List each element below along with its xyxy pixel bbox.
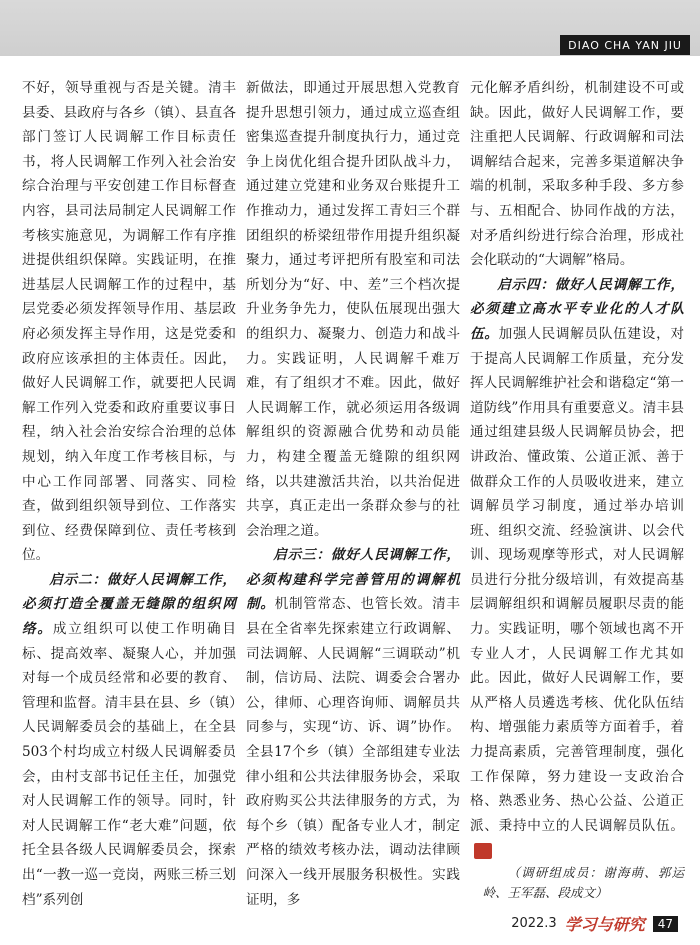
column-3: [470, 76, 684, 903]
article-page: [0, 56, 700, 945]
insight-body: 成立组织可以使工作明确目标、提高效率、凝聚人心，并加强对每一个成员经常和必要的教育、管理和监督。清丰县在县、乡（镇）人民调解委员会的基础上，在全县503个村均成立村级人民调解委员会，由村支部书记任主任，加强党对人民调解工作的领导。同时，针对人民调解工作“老大难”问题，依托全县各级人民调解委员会，探索出“一教一巡一竞岗，两账三桥三划档”系列创: [22, 621, 237, 908]
issue-number: 2022.3: [511, 916, 557, 931]
paragraph: [470, 273, 684, 863]
paragraph: 不好，领导重视与否是关键。清丰县委、县政府与各乡（镇）、县直各部门签订人民调解工作目标责任书，将人民调解工作列入社会治安综合治理与平安创建工作目标督查内容，县司法局制定人民调解工作考核实施意见，为调解工作有序推进提供组织保障。实践证明，在推进基层人民调解工作的过程中，基层党委必须发挥领导作用、基层政府必须发挥主导作用，这是党委和政府应该承担的主体责任。因此，做好人民调解工作，就要把人民调解工作列入党委和政府重要议事日程，纳入社会治安综合治理的总体规划，纳入年度工作考核目标，与中心工作同部署、同落实、同检查，做到组织领导到位、工作落实到位、经费保障到位、责任考核到位。: [22, 80, 236, 564]
paragraph: [246, 543, 460, 912]
insight-heading: 启示二：做好人民调解工作，必须打造全覆盖无缝隙的组织网络。: [22, 571, 236, 638]
column-1: [22, 76, 236, 912]
insight-body: 加强人民调解员队伍建设，对于提高人民调解工作质量，充分发挥人民调解维护社会和谐稳定“第一道防线”作用具有重要意义。清丰县通过组建县级人民调解员协会，把讲政治、懂政策、公道正派、善于做群众工作的人员吸收进来，建立调解员学习制度，通过举办培训班、组织交流、经验演讲、以会代训、现场观摩等形式，对人民调解员进行分批分级培训，有效提高基层调解组织和调解员履职尽责的能力。实践证明，哪个领域也离不开专业人才，人民调解工作尤其如此。因此，做好人民调解工作，要从严格人员遴选考核、优化队伍结构、增强能力素质等方面着手，着力提高素质，完善管理制度，强化工作保障，努力建设一支政治合格、熟悉业务、热心公益、公道正派、秉持中立的人民调解员队伍。: [470, 325, 685, 834]
magazine-logo: 学习与研究: [564, 915, 645, 934]
insight-heading: 启示四：做好人民调解工作，必须建立高水平专业化的人才队伍。: [470, 276, 684, 342]
research-team-credit: （调研组成员：谢海萌、郭运岭、王军磊、段成文）: [482, 865, 684, 900]
page-footer: [511, 912, 678, 935]
paragraph: [22, 568, 236, 912]
paragraph: 新做法，即通过开展思想入党教育提升思想引领力，通过成立巡查组密集巡查提升制度执行力，通过竞争上岗优化组合提升团队战斗力，通过建立党建和业务双台账提升工作推动力，通过发挥工青妇三个群团组织的桥梁纽带作用提升组织凝聚力，通过考评把所有股室和司法所划分为“好、中、差”三个档次提升业务争先力，使队伍展现出强大的组织力、凝聚力、创造力和战斗力。实践证明，人民调解千难万难，有了组织才不难。因此，做好人民调解工作，就必须运用各级调解组织的资源融合优势和动员能力，构建全覆盖无缝隙的组织网络，以共建激活共治，以共治促进共享，真正走出一条群众参与的社会治理之道。: [246, 80, 460, 539]
section-tag: DIAO CHA YAN JIU: [560, 35, 690, 55]
column-2: [246, 76, 460, 912]
paragraph: 元化解矛盾纠纷，机制建设不可或缺。因此，做好人民调解工作，要注重把人民调解、行政调解和司法调解结合起来，完善多渠道解决争端的机制，采取多种手段、多方参与、五相配合、协同作战的方法，对矛盾纠纷进行综合治理，形成社会化联动的“大调解”格局。: [470, 80, 684, 269]
insight-body: 机制管常态、也管长效。清丰县在全省率先探索建立行政调解、司法调解、人民调解“三调联动”机制，信访局、法院、调委会合署办公，律师、心理咨询师、调解员共同参与，实现“访、诉、调”协作。全县17个乡（镇）全部组建专业法律小组和公共法律服务协会，采取政府购买公共法律服务的方式，为每个乡（镇）配备专业人才，制定严格的绩效考核办法，调动法律顾问深入一线开展服务积极性。实践证明，多: [246, 596, 461, 908]
seal-icon: [474, 843, 492, 859]
insight-heading: 启示三：做好人民调解工作，必须构建科学完善管用的调解机制。: [246, 547, 460, 613]
page-number: 47: [653, 916, 678, 932]
